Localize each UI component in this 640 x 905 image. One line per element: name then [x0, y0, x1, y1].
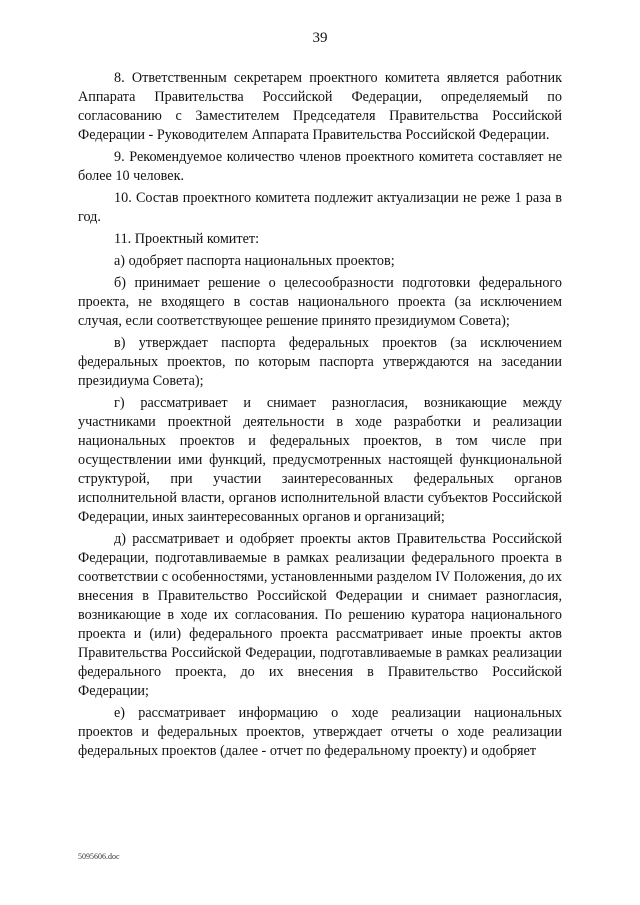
page-number: 39: [312, 30, 328, 46]
item-e: е) рассматривает информацию о ходе реализации национальных проектов и федеральных проектов, утверждает отчеты о ходе реализации федеральных проектов (далее - отчет по федеральному проекту) и одобряет: [78, 705, 562, 759]
paragraph-9: 9. Рекомендуемое количество членов проектного комитета составляет не более 10 человек.: [78, 149, 562, 184]
item-b: б) принимает решение о целесообразности подготовки федерального проекта, не входящего в состав национального проекта (за исключением случая, если соответствующее решение принято президиумом Совета);: [78, 275, 562, 329]
item-a: а) одобряет паспорта национальных проектов;: [114, 253, 395, 269]
item-g: г) рассматривает и снимает разногласия, возникающие между участниками проектной деятельности в ходе разработки и реализации национальных проектов и федеральных проектов, в том числе при осуществлении ими функций, предусмотренных настоящей функциональной структурой, при участии заинтересованных федеральных органов исполнительной власти, органов исполнительной власти субъектов Российской Федерации, иных заинтересованных органов и организаций;: [78, 395, 562, 525]
document-file-code: 5095606.doc: [78, 852, 120, 861]
paragraph-11: 11. Проектный комитет:: [114, 231, 260, 247]
paragraph-8: 8. Ответственным секретарем проектного комитета является работник Аппарата Правительства Российской Федерации, определяемый по согласованию с Заместителем Председателя Правительства Российской Федерации - Руководителем Аппарата Правительства Российской Федерации.: [78, 70, 562, 143]
document-body: [78, 69, 562, 764]
item-d: д) рассматривает и одобряет проекты актов Правительства Российской Федерации, подготавливаемые в рамках реализации федерального проекта в соответствии с особенностями, установленными разделом IV Положения, до их внесения в Правительство Российской Федерации и снимает разногласия, возникающие в ходе их согласования. По решению куратора национального проекта и (или) федерального проекта рассматривает иные проекты актов Правительства Российской Федерации, подготавливаемые в рамках реализации федерального проекта, до их внесения в Правительство Российской Федерации;: [78, 531, 562, 699]
paragraph-10: 10. Состав проектного комитета подлежит актуализации не реже 1 раза в год.: [78, 190, 562, 225]
item-v: в) утверждает паспорта федеральных проектов (за исключением федеральных проектов, по которым паспорта утверждаются на заседании президиума Совета);: [78, 335, 562, 389]
